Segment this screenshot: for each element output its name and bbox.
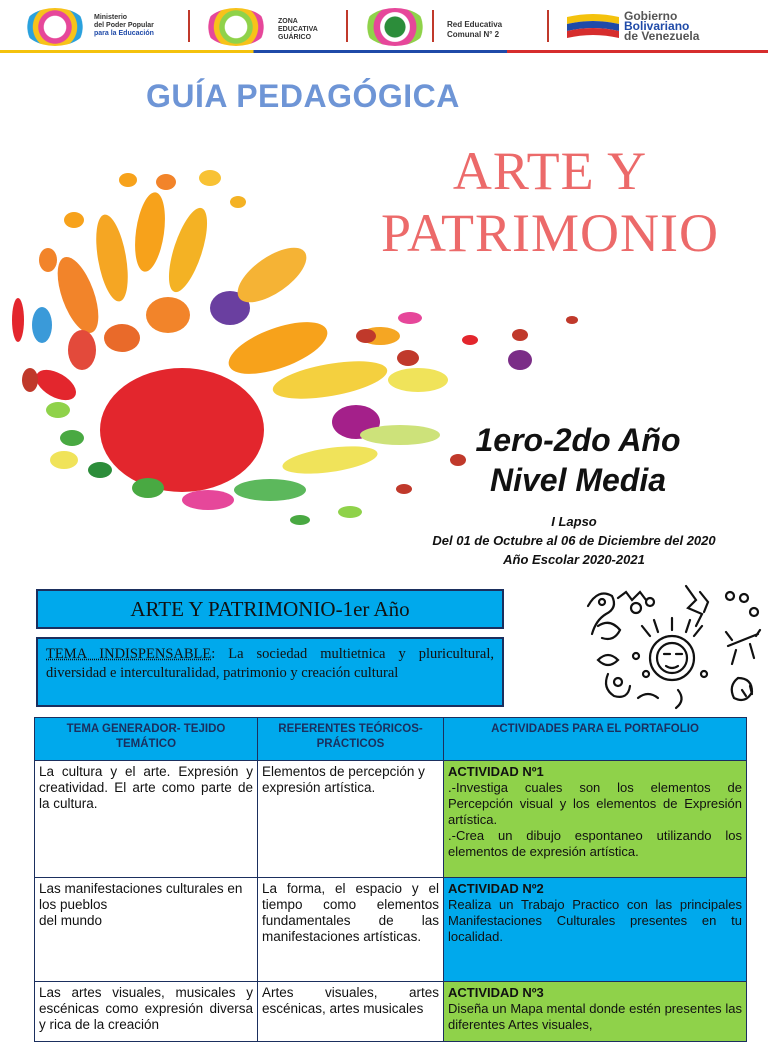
column-header-actividades: ACTIVIDADES PARA EL PORTAFOLIO: [444, 718, 747, 761]
subject-banner: ARTE Y PATRIMONIO-1er Año: [36, 589, 504, 629]
activity-title: ACTIVIDAD Nº2: [448, 881, 544, 896]
activity-text: Realiza un Trabajo Practico con las principales Manifestaciones Culturales presentes en tu localidad.: [448, 897, 742, 944]
plan-table: [34, 717, 747, 1042]
divider: [188, 10, 190, 42]
divider: [547, 10, 549, 42]
activity-title: ACTIVIDAD Nº1: [448, 764, 544, 779]
header-logos: [0, 0, 768, 52]
network-logo-text: Red Educativa Comunal N° 2: [447, 20, 503, 39]
ministry-logo: [24, 8, 86, 46]
column-header-referentes: REFERENTES TEÓRICOS-PRÁCTICOS: [258, 718, 444, 761]
period-info: I Lapso Del 01 de Octubre al 06 de Diciembre del 2020 Año Escolar 2020-2021: [432, 514, 716, 567]
essential-theme: [36, 637, 504, 707]
referentes-cell: La forma, el espacio y el tiempo como elementos fundamentales de las manifestaciones artísticas.: [258, 878, 444, 982]
subject-title: ARTE Y PATRIMONIO: [380, 141, 720, 263]
government-text: Gobierno Bolivariano de Venezuela: [624, 9, 700, 43]
activity-cell: [444, 878, 747, 982]
activity-cell: [444, 761, 747, 878]
referentes-cell: Artes visuales, artes escénicas, artes musicales: [258, 982, 444, 1042]
venezuela-flag-icon: [567, 13, 619, 39]
zone-logo: [205, 8, 267, 46]
activity-text: Diseña un Mapa mental donde estén presentes las diferentes Artes visuales,: [448, 1001, 742, 1032]
guide-title: GUÍA PEDAGÓGICA: [146, 78, 460, 114]
activity-text: .-Investiga cuales son los elementos de Percepción visual y los elementos de Expresión artística. .-Crea un dibujo espontaneo utilizando los elementos de expresión artística.: [448, 780, 742, 859]
divider: [346, 10, 348, 42]
table-row: [35, 878, 747, 982]
table-row: [35, 982, 747, 1042]
activity-title: ACTIVIDAD Nº3: [448, 985, 544, 1000]
divider: [432, 10, 434, 42]
petroglyph-illustration: [578, 578, 766, 718]
essential-theme-text: : La sociedad multietnica y pluricultural, diversidad e interculturalidad, patrimonio y creación cultural: [46, 646, 494, 681]
zone-logo-text: ZONA EDUCATIVA GUÁRICO: [278, 18, 318, 41]
tema-cell: La cultura y el arte. Expresión y creatividad. El arte como parte de la cultura.: [35, 761, 258, 878]
tema-cell: Las manifestaciones culturales en los pueblos del mundo: [35, 878, 258, 982]
grade-level: 1ero-2do Año Nivel Media: [475, 422, 681, 498]
ministry-logo-text: Ministerio del Poder Popular para la Educación: [94, 14, 154, 37]
network-logo: [364, 8, 426, 46]
activity-cell: [444, 982, 747, 1042]
tema-cell: Las artes visuales, musicales y escénicas como expresión diversa y rica de la creación: [35, 982, 258, 1042]
referentes-cell: Elementos de percepción y expresión artística.: [258, 761, 444, 878]
table-row: [35, 761, 747, 878]
header-stripe: [0, 50, 768, 53]
column-header-tema: TEMA GENERADOR- TEJIDO TEMÁTICO: [35, 718, 258, 761]
essential-theme-label: TEMA INDISPENSABLE: [46, 646, 212, 662]
table-header-row: [35, 718, 747, 761]
